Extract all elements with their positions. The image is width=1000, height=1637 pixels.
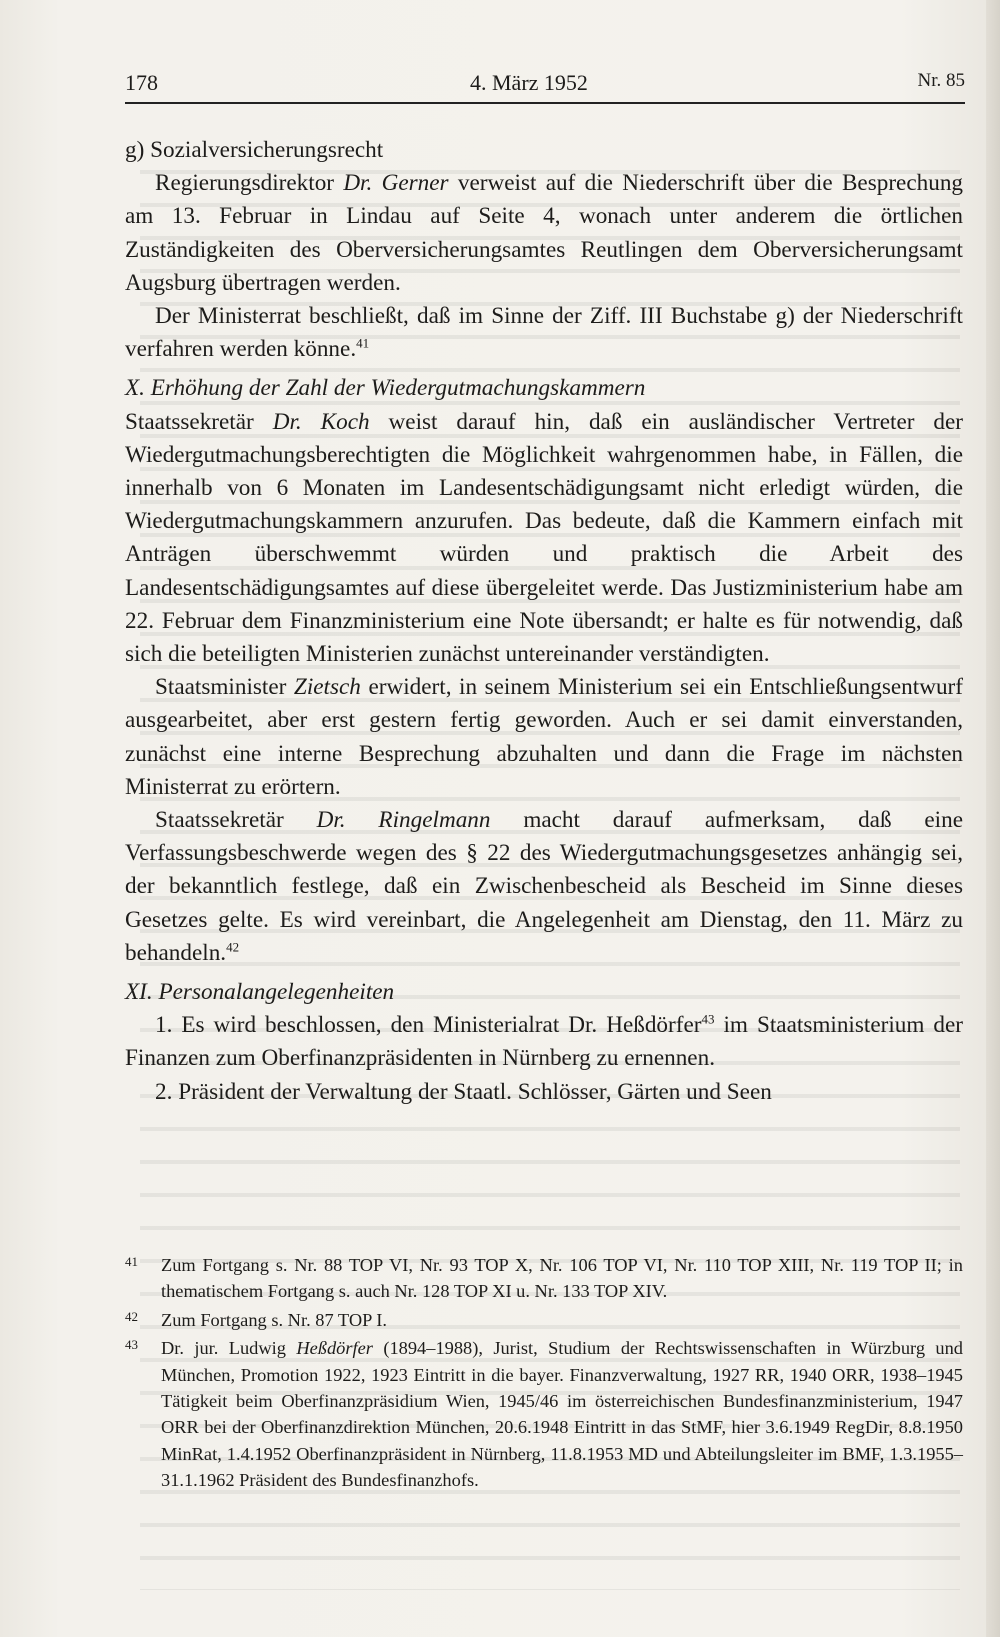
section-xi-heading: XI. Personalangelegenheiten [125, 979, 395, 1006]
paragraph [125, 406, 963, 672]
header-rule [125, 102, 965, 104]
footnote-text: Zum Fortgang s. Nr. 87 TOP I. [161, 1309, 387, 1330]
text-run: im Staatsministerium der Finanzen zum Oberfinanzpräsidenten in Nürnberg zu ernennen. [125, 1012, 963, 1072]
list-item: 2. Präsident der Verwaltung der Staatl. Schlösser, Gärten und Seen [155, 1078, 772, 1105]
footnote-number: 41 [125, 1254, 138, 1269]
footnote-number: 42 [125, 1308, 138, 1324]
paragraph [125, 671, 963, 804]
body-text [125, 134, 963, 1109]
section-g-heading: g) Sozialversicherungsrecht [125, 137, 384, 163]
text-run: erwidert, in seinem Ministerium sei ein Entschließungsentwurf ausgearbeitet, aber erst gestern fertig geworden. Auch er sei damit einverstanden, zunächst eine interne Besprechung abzuhalten und dann die Frage im nächsten Ministerrat zu erörtern. [125, 674, 963, 800]
person-name: Heßdörfer [296, 1338, 373, 1359]
list-item [125, 1009, 963, 1075]
text-run: 1. Es wird beschlossen, den Ministerialrat Dr. Heßdörfer [155, 1012, 702, 1039]
person-name: Zietsch [293, 674, 361, 701]
footnote-ref[interactable]: 42 [226, 939, 240, 955]
text-run: Staatssekretär [125, 408, 273, 435]
footnote-text: Zum Fortgang s. Nr. 88 TOP VI, Nr. 93 TOP X, Nr. 106 TOP VI, Nr. 110 TOP XIII, Nr. 119 TOP II; in thematischem Fortgang s. auch Nr. 128 TOP XI u. Nr. 133 TOP XIV. [161, 1255, 963, 1302]
paragraph [125, 167, 963, 300]
person-name: Dr. Ringelmann [316, 807, 491, 834]
person-name: Dr. Gerner [343, 170, 449, 197]
text-run: Der Ministerrat beschließt, daß im Sinne der Ziff. III Buchstabe g) der Niederschrift verfahren werden könne. [125, 303, 963, 363]
footnote-text: Dr. jur. Ludwig [161, 1338, 297, 1359]
section-x-heading: X. Erhöhung der Zahl der Wiedergutmachungskammern [125, 375, 646, 402]
page-edge [986, 0, 1000, 1637]
footnotes [125, 1252, 963, 1496]
footnote-ref[interactable]: 43 [701, 1011, 715, 1027]
running-header [125, 70, 965, 100]
text-run: macht darauf aufmerksam, daß eine Verfassungsbeschwerde wegen des § 22 des Wiedergutmachungsgesetzes anhängig sei, der bekanntlich festlege, daß ein Zwischenbescheid als Bescheid im Sinne dieses Gesetzes gelte. Es wird vereinbart, die Angelegenheit am Dienstag, den 11. März zu behandeln. [125, 807, 963, 966]
header-issue: Nr. 85 [917, 70, 965, 91]
paragraph [125, 804, 963, 970]
text-run: verweist auf die Niederschrift über die Besprechung am 13. Februar in Lindau auf Seite 4, wonach unter anderem die örtlichen Zuständigkeiten des Oberversicherungsamtes Reutlingen dem Oberversicherungsamt Augsburg übertragen werden. [125, 170, 964, 296]
footnote [125, 1252, 963, 1305]
text-run: Regierungsdirektor [155, 170, 344, 197]
text-run: weist darauf hin, daß ein ausländischer Vertreter der Wiedergutmachungsberechtigten die Möglichkeit wahrgenommen habe, in Fällen, die innerhalb von 6 Monaten im Landesentschädigungsamt nicht erledigt würden, die Wiedergutmachungskammern anzurufen. Das bedeute, daß die Kammern einfach mit Anträgen überschwemmt würden und praktisch die Arbeit des Landesentschädigungsamtes auf diese übergeleitet werde. Das Justizministerium habe am 22. Februar dem Finanzministerium eine Note übersandt; er halte es für notwendig, daß sich die beteiligten Ministerien zunächst untereinander verständigten. [125, 408, 964, 668]
text-run: Staatsminister [155, 674, 294, 701]
footnote-number: 43 [125, 1337, 138, 1353]
footnote-ref[interactable]: 41 [356, 335, 370, 351]
header-date: 4. März 1952 [470, 70, 588, 95]
page-number: 178 [125, 70, 158, 95]
paragraph [125, 300, 963, 366]
text-run: Staatssekretär [155, 807, 317, 834]
person-name: Dr. Koch [272, 408, 370, 435]
footnote-text: (1894–1988), Jurist, Studium der Rechtswissenschaften in Würzburg und München, Promotion 1922, 1923 Eintritt in die bayer. Finanzverwaltung, 1927 RR, 1940 ORR, 1938–1945 Tätigkeit beim Oberfinanzpräsidium Wien, 1945/46 im österreichischen Bundesfinanzministerium, 1947 ORR bei der Oberfinanzdirektion München, 20.6.1948 Eintritt in das StMF, hier 3.6.1949 RegDir, 8.8.1950 MinRat, 1.4.1952 Oberfinanzpräsident in Nürnberg, 11.8.1953 MD und Abteilungsleiter im BMF, 1.3.1955–31.1.1962 Präsident des Bundesfinanzhofs. [161, 1338, 963, 1491]
footnote [125, 1307, 963, 1333]
footnote [125, 1335, 963, 1493]
